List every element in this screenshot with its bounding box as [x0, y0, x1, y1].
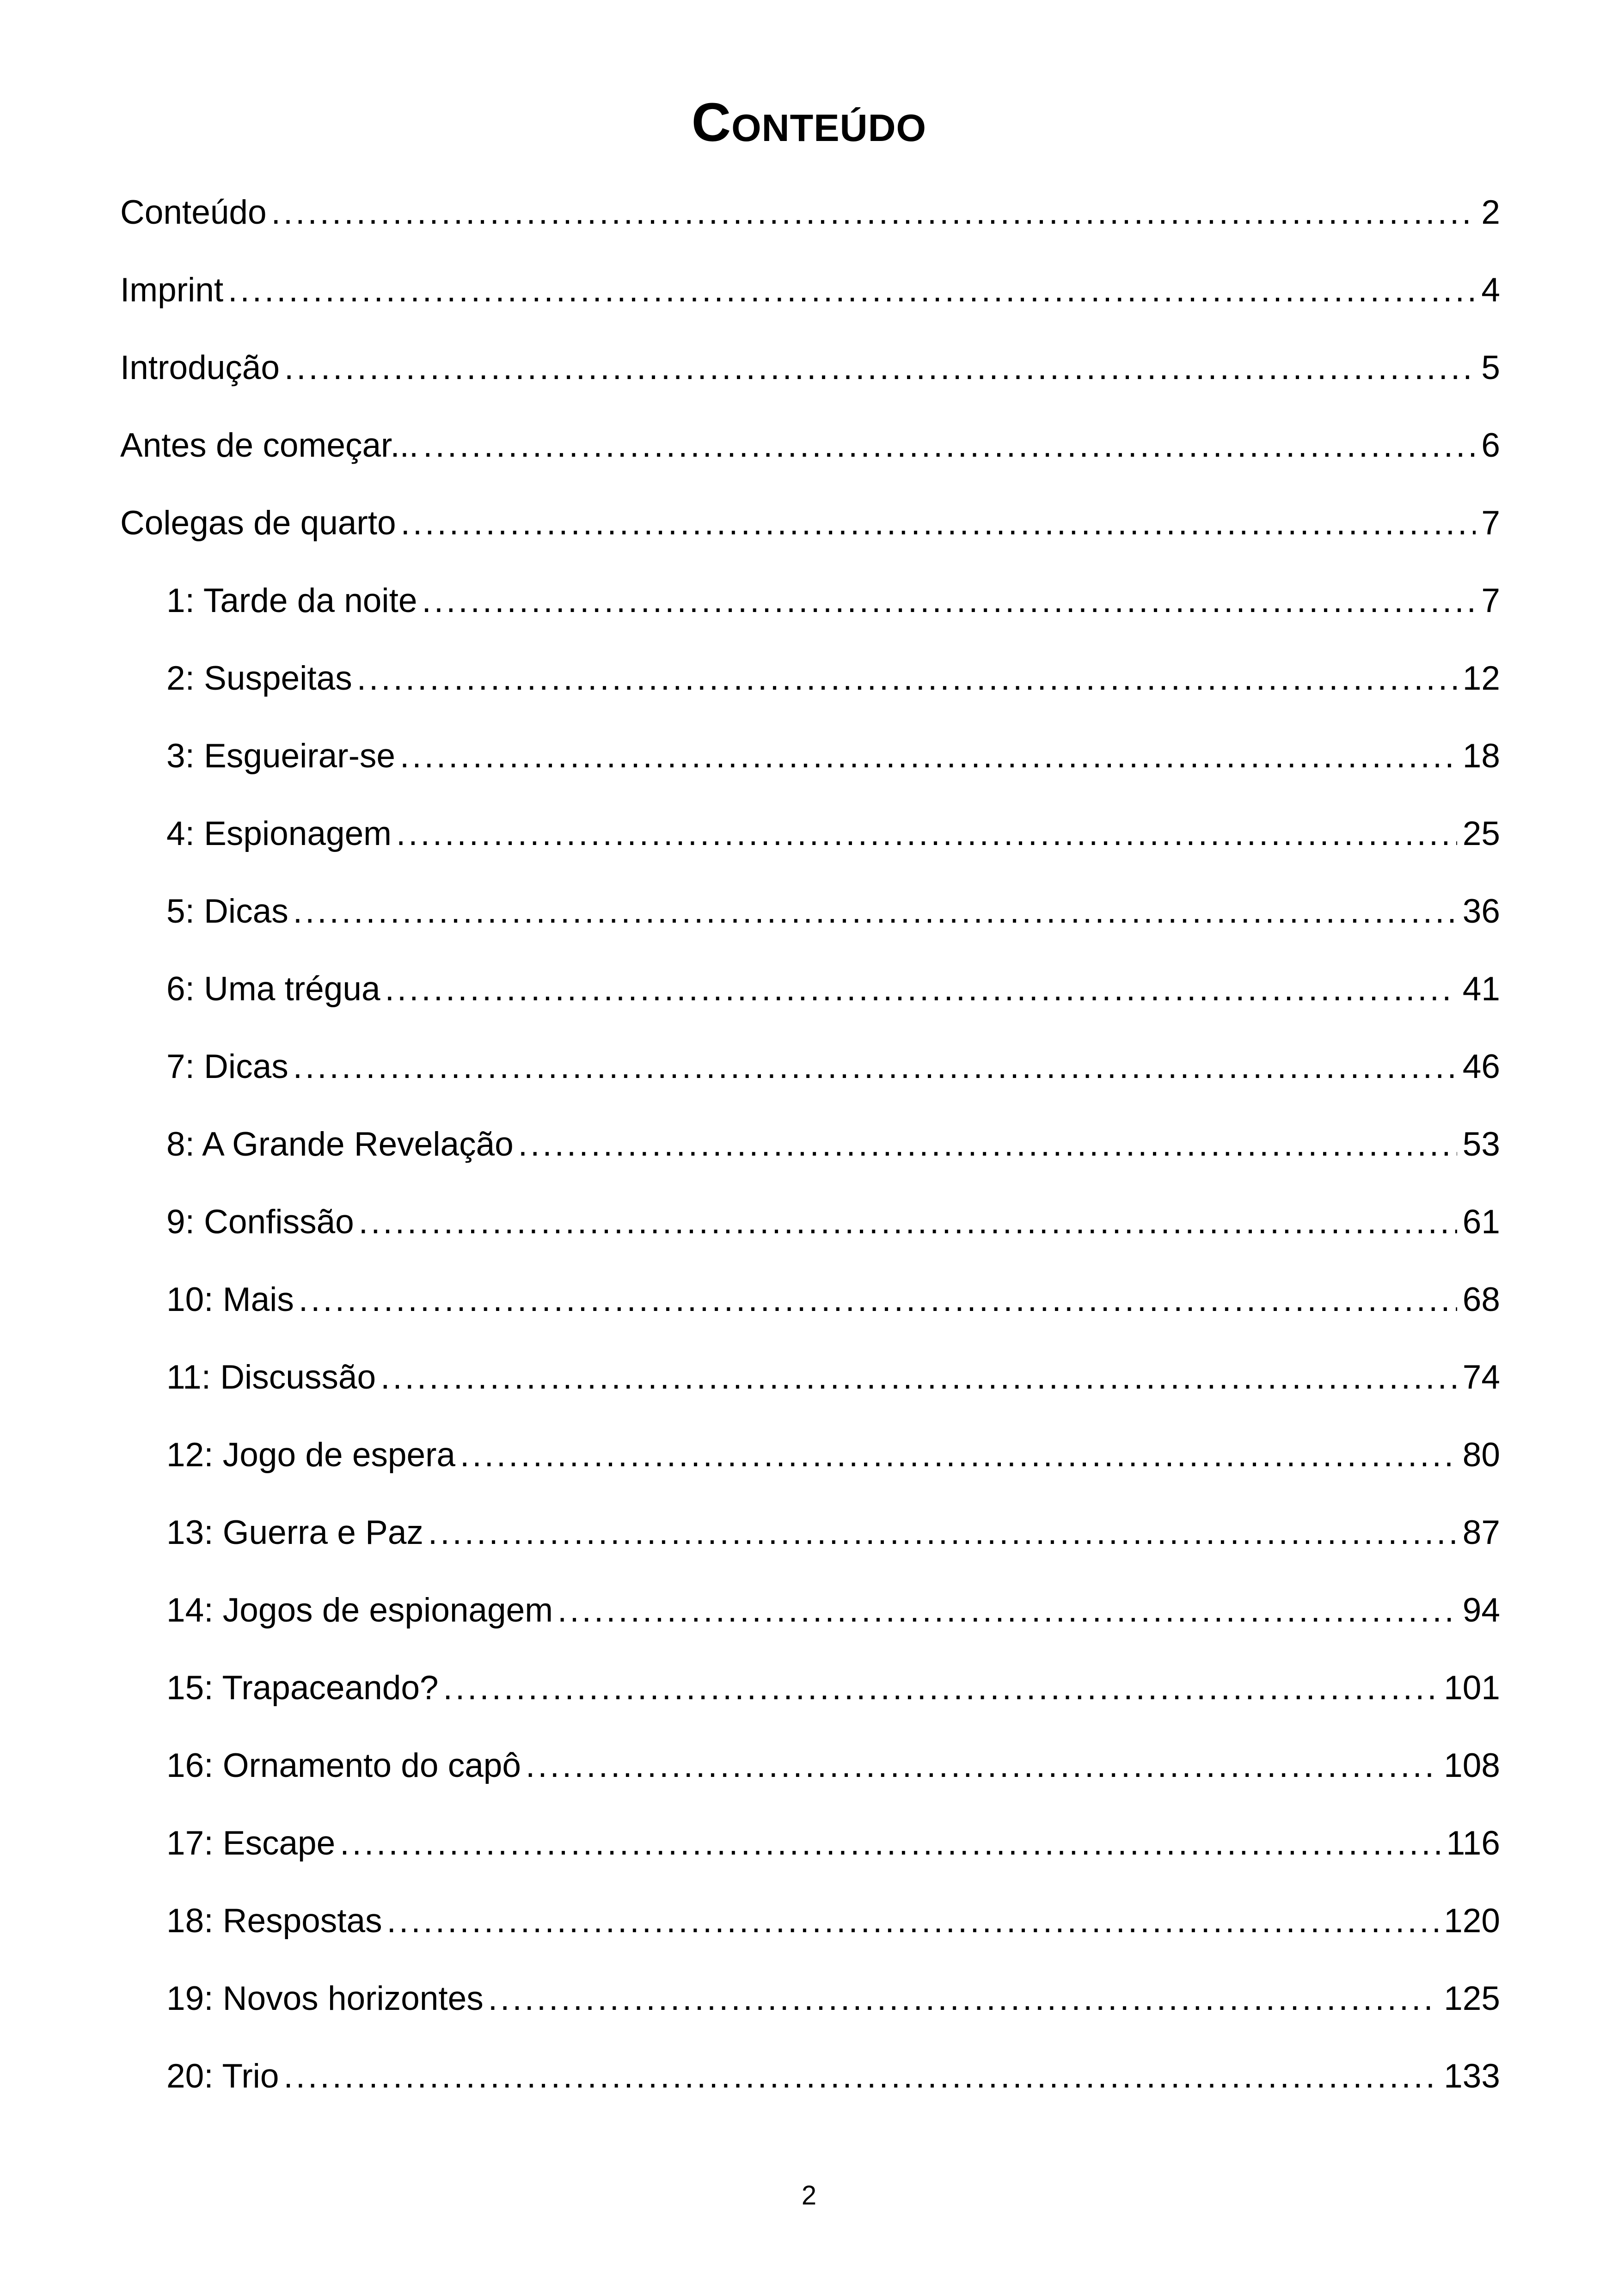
- toc-dot-leader: [518, 1114, 1457, 1175]
- toc-entry-label: 11: Discussão: [166, 1359, 376, 1396]
- toc-dot-leader: [283, 2046, 1438, 2106]
- page-title: Conteúdo: [691, 92, 927, 153]
- toc-dot-leader: [460, 1425, 1457, 1485]
- toc-entry-page: 7: [1481, 582, 1500, 619]
- page-number: 2: [801, 2180, 817, 2210]
- toc-entry[interactable]: [120, 493, 1500, 571]
- toc-entry-page: 108: [1444, 1747, 1500, 1784]
- toc-entry-label: 2: Suspeitas: [166, 660, 352, 697]
- toc-entry-page: 25: [1462, 815, 1500, 852]
- toc-entry[interactable]: [120, 1425, 1500, 1503]
- toc-entry-label: 3: Esgueirar-se: [166, 737, 395, 775]
- toc-dot-leader: [443, 1658, 1439, 1718]
- toc-dot-leader: [423, 416, 1476, 476]
- toc-dot-leader: [558, 1580, 1457, 1641]
- table-of-contents: [120, 183, 1500, 2124]
- toc-entry-page: 53: [1462, 1126, 1500, 1163]
- toc-entry[interactable]: [120, 1270, 1500, 1347]
- toc-entry[interactable]: [120, 416, 1500, 493]
- toc-entry-page: 61: [1462, 1203, 1500, 1241]
- toc-dot-leader: [396, 804, 1457, 864]
- toc-dot-leader: [380, 1347, 1457, 1408]
- toc-entry[interactable]: [120, 1580, 1500, 1658]
- toc-entry-page: 116: [1446, 1825, 1500, 1862]
- toc-entry[interactable]: [120, 571, 1500, 649]
- toc-dot-leader: [228, 260, 1476, 320]
- toc-entry-label: 13: Guerra e Paz: [166, 1514, 423, 1551]
- toc-entry-page: 5: [1481, 349, 1500, 386]
- toc-dot-leader: [293, 1037, 1457, 1097]
- toc-entry-page: 7: [1481, 504, 1500, 542]
- toc-entry-label: 15: Trapaceando?: [166, 1669, 439, 1707]
- toc-entry-page: 12: [1462, 660, 1500, 697]
- toc-dot-leader: [387, 1891, 1439, 1951]
- toc-dot-leader: [401, 493, 1476, 553]
- toc-entry-page: 80: [1462, 1436, 1500, 1474]
- toc-entry-page: 133: [1444, 2057, 1500, 2095]
- toc-entry-page: 101: [1444, 1669, 1500, 1707]
- toc-entry-page: 87: [1462, 1514, 1500, 1551]
- toc-entry[interactable]: [120, 804, 1500, 882]
- toc-entry-page: 4: [1481, 271, 1500, 309]
- toc-dot-leader: [271, 183, 1476, 243]
- toc-entry-label: 4: Espionagem: [166, 815, 392, 852]
- toc-entry-label: 9: Confissão: [166, 1203, 354, 1241]
- toc-entry-page: 36: [1462, 893, 1500, 930]
- toc-dot-leader: [526, 1736, 1438, 1796]
- toc-entry-label: Colegas de quarto: [120, 504, 396, 542]
- toc-entry-label: 10: Mais: [166, 1281, 294, 1318]
- toc-entry[interactable]: [120, 1891, 1500, 1969]
- toc-entry-label: Introdução: [120, 349, 280, 386]
- toc-entry-label: Imprint: [120, 271, 224, 309]
- toc-entry[interactable]: [120, 1347, 1500, 1425]
- toc-entry[interactable]: [120, 1736, 1500, 1813]
- toc-entry-page: 68: [1462, 1281, 1500, 1318]
- toc-entry[interactable]: [120, 882, 1500, 959]
- toc-entry-label: 19: Novos horizontes: [166, 1980, 484, 2017]
- toc-entry[interactable]: [120, 1969, 1500, 2046]
- toc-entry-label: 20: Trio: [166, 2057, 279, 2095]
- toc-entry-label: 1: Tarde da noite: [166, 582, 417, 619]
- toc-entry[interactable]: [120, 338, 1500, 416]
- toc-dot-leader: [488, 1969, 1438, 2029]
- toc-dot-leader: [299, 1270, 1457, 1330]
- toc-dot-leader: [340, 1813, 1440, 1874]
- toc-entry[interactable]: [120, 1813, 1500, 1891]
- toc-entry-label: Antes de começar...: [120, 427, 419, 464]
- toc-entry-page: 94: [1462, 1592, 1500, 1629]
- toc-entry[interactable]: [120, 260, 1500, 338]
- toc-entry[interactable]: [120, 1192, 1500, 1270]
- toc-entry[interactable]: [120, 1037, 1500, 1114]
- toc-entry-page: 120: [1444, 1902, 1500, 1940]
- toc-entry-label: 6: Uma trégua: [166, 970, 380, 1008]
- toc-entry-page: 2: [1481, 194, 1500, 231]
- toc-dot-leader: [293, 882, 1457, 942]
- toc-entry[interactable]: [120, 1658, 1500, 1736]
- toc-entry[interactable]: [120, 1503, 1500, 1580]
- toc-entry-page: 74: [1462, 1359, 1500, 1396]
- toc-dot-leader: [359, 1192, 1457, 1252]
- toc-entry[interactable]: [120, 649, 1500, 726]
- toc-entry-page: 41: [1462, 970, 1500, 1008]
- toc-dot-leader: [400, 726, 1457, 786]
- toc-entry[interactable]: [120, 2046, 1500, 2124]
- toc-entry-label: 12: Jogo de espera: [166, 1436, 456, 1474]
- toc-entry-label: 5: Dicas: [166, 893, 288, 930]
- toc-entry-page: 46: [1462, 1048, 1500, 1085]
- toc-entry[interactable]: [120, 959, 1500, 1037]
- toc-entry-label: Conteúdo: [120, 194, 267, 231]
- toc-entry[interactable]: [120, 183, 1500, 260]
- toc-dot-leader: [428, 1503, 1457, 1563]
- toc-entry-label: 14: Jogos de espionagem: [166, 1592, 553, 1629]
- toc-entry-page: 6: [1481, 427, 1500, 464]
- toc-entry-label: 17: Escape: [166, 1825, 336, 1862]
- toc-entry[interactable]: [120, 1114, 1500, 1192]
- toc-entry-label: 7: Dicas: [166, 1048, 288, 1085]
- toc-entry-page: 18: [1462, 737, 1500, 775]
- toc-dot-leader: [284, 338, 1476, 398]
- toc-entry-label: 18: Respostas: [166, 1902, 382, 1940]
- toc-dot-leader: [422, 571, 1476, 631]
- toc-entry-page: 125: [1444, 1980, 1500, 2017]
- toc-dot-leader: [385, 959, 1457, 1019]
- toc-dot-leader: [357, 649, 1457, 709]
- toc-entry[interactable]: [120, 726, 1500, 804]
- toc-entry-label: 16: Ornamento do capô: [166, 1747, 521, 1784]
- toc-entry-label: 8: A Grande Revelação: [166, 1126, 514, 1163]
